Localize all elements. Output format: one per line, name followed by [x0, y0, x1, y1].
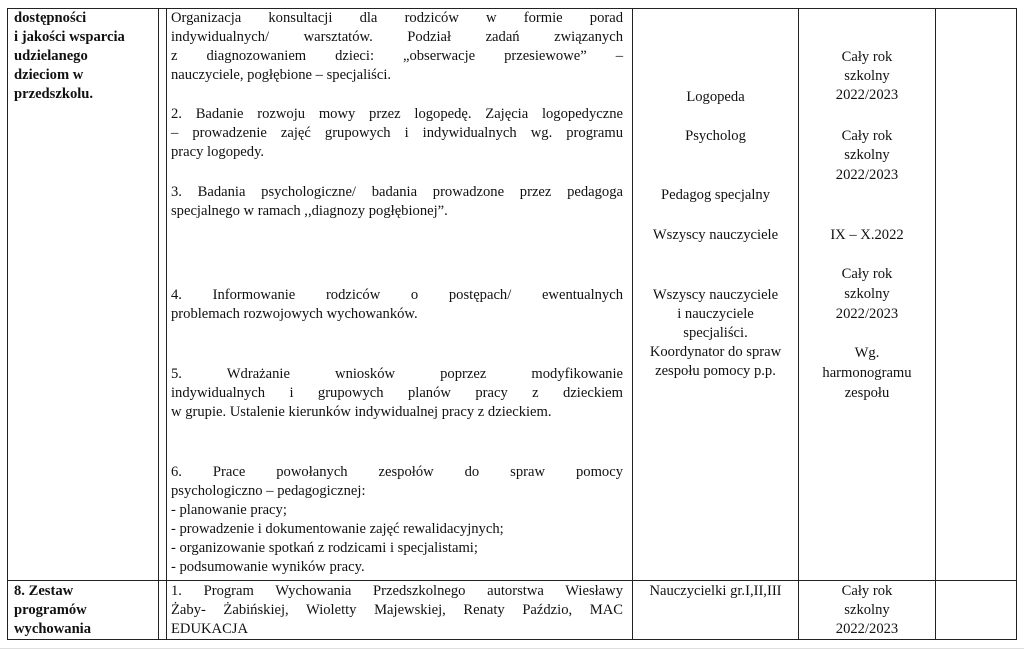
area-line: i jakości wsparcia	[14, 29, 125, 45]
column-divider	[158, 8, 159, 640]
row-divider	[7, 580, 1017, 581]
task-line: indywidualnych/ warsztatów. Podział zadań związanych	[171, 29, 623, 45]
term-line: szkolny	[844, 286, 890, 302]
area-line: dzieciom w	[14, 67, 84, 83]
task-line: pracy logopedy.	[171, 144, 265, 160]
task-line: 5. Wdrażanie wniosków poprzez modyfikowanie	[171, 366, 623, 382]
task-line: z diagnozowaniem dzieci: „obserwacje przesiewowe” –	[171, 48, 623, 64]
task-line: Żaby- Żabińskiej, Wioletty Majewskiej, Renaty Paździo, MAC	[171, 602, 623, 618]
task-line: 6. Prace powołanych zespołów do spraw pomocy	[171, 464, 623, 480]
term-line: szkolny	[844, 147, 890, 163]
task-line: problemach rozwojowych wychowanków.	[171, 306, 418, 322]
column-divider	[1016, 8, 1017, 640]
task-line: – prowadzenie zajęć grupowych i indywidualnych wg. programu	[171, 125, 623, 141]
task-line: - podsumowanie wyników pracy.	[171, 559, 365, 575]
column-divider	[7, 8, 8, 640]
responsible-line: specjaliści.	[683, 325, 748, 341]
task-line: 2. Badanie rozwoju mowy przez logopedę. Zajęcia logopedyczne	[171, 106, 623, 122]
term-line: Wg.	[854, 345, 880, 361]
task-line: w grupie. Ustalenie kierunków indywidualnej pracy z dzieckiem.	[171, 404, 552, 420]
term-line: 2022/2023	[835, 167, 899, 183]
responsible-line: Koordynator do spraw	[649, 344, 782, 360]
row-divider	[7, 639, 1017, 640]
area-line: programów	[14, 602, 87, 618]
task-line: indywidualnych i grupowych planów pracy z dzieckiem	[171, 385, 623, 401]
responsible-line: Nauczycielki gr.I,II,III	[649, 583, 782, 599]
term-line: 2022/2023	[835, 621, 899, 637]
responsible-line: Wszyscy nauczyciele	[652, 227, 779, 243]
column-divider	[935, 8, 936, 640]
responsible-line: i nauczyciele	[677, 306, 754, 322]
area-line: przedszkolu.	[14, 86, 94, 102]
responsible-line: Psycholog	[685, 128, 746, 144]
term-line: szkolny	[844, 602, 890, 618]
responsible-line: zespołu pomocy p.p.	[655, 363, 776, 379]
task-line: 4. Informowanie rodziców o postępach/ ewentualnych	[171, 287, 623, 303]
term-line: szkolny	[844, 68, 890, 84]
task-line: - planowanie pracy;	[171, 502, 287, 518]
task-line: specjalnego w ramach ,,diagnozy pogłębionej”.	[171, 203, 448, 219]
responsible-line: Pedagog specjalny	[660, 187, 771, 203]
task-line: psychologiczno – pedagogicznej:	[171, 483, 366, 499]
task-line: EDUKACJA	[171, 621, 249, 637]
responsible-line: Wszyscy nauczyciele	[652, 287, 779, 303]
task-line: Organizacja konsultacji dla rodziców w formie porad	[171, 10, 623, 26]
task-line: 1. Program Wychowania Przedszkolnego autorstwa Wiesławy	[171, 583, 623, 599]
term-line: IX – X.2022	[830, 227, 904, 243]
task-line: 3. Badania psychologiczne/ badania prowadzone przez pedagoga	[171, 184, 623, 200]
column-divider	[166, 8, 167, 640]
task-line: - organizowanie spotkań z rodzicami i specjalistami;	[171, 540, 478, 556]
area-line: dostępności	[14, 10, 87, 26]
term-line: Cały rok	[841, 266, 893, 282]
row-divider-faint	[0, 648, 1024, 649]
area-line: 8. Zestaw	[14, 583, 74, 599]
term-line: zespołu	[844, 385, 890, 401]
task-line: nauczyciele, pogłębione – specjaliści.	[171, 67, 392, 83]
task-line: - prowadzenie i dokumentowanie zajęć rewalidacyjnych;	[171, 521, 504, 537]
term-line: Cały rok	[841, 49, 893, 65]
area-line: wychowania	[14, 621, 92, 637]
term-line: 2022/2023	[835, 87, 899, 103]
term-line: 2022/2023	[835, 306, 899, 322]
responsible-line: Logopeda	[686, 89, 745, 105]
term-line: Cały rok	[841, 128, 893, 144]
term-line: harmonogramu	[822, 365, 912, 381]
area-line: udzielanego	[14, 48, 88, 64]
term-line: Cały rok	[841, 583, 893, 599]
